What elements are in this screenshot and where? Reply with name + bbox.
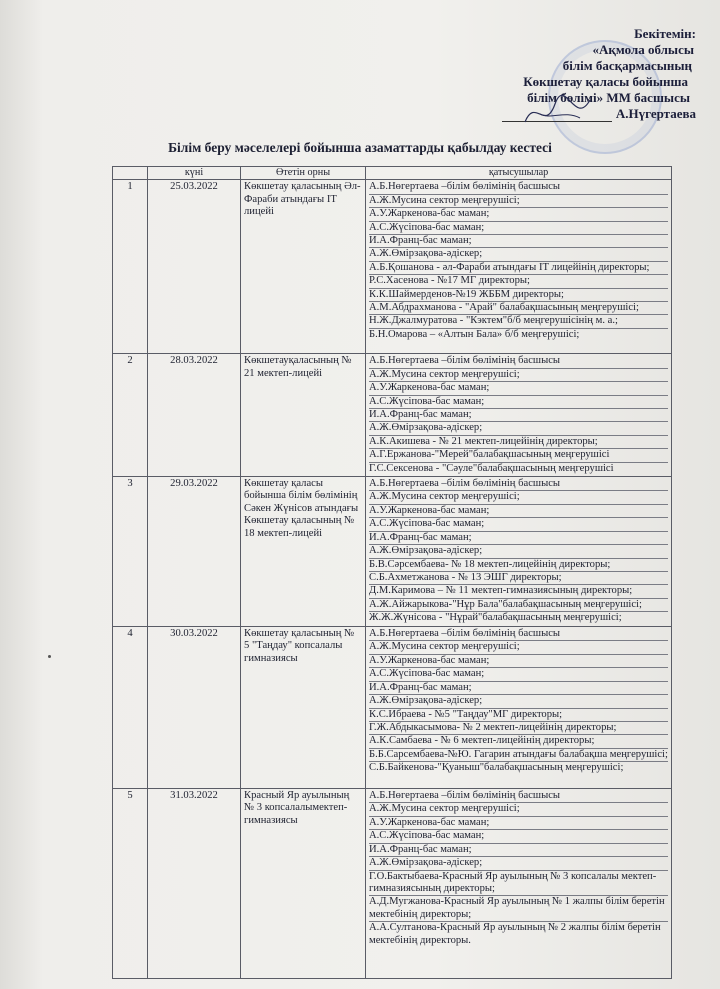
row-participants <box>366 789 672 979</box>
participant-entry: И.А.Франц-бас маман; <box>369 532 668 545</box>
participant-entry: А.Д.Мугжанова-Красный Яр ауылының № 1 жалпы білім беретін мектебінің директоры; <box>369 896 668 922</box>
row-number: 4 <box>113 627 148 789</box>
document-title: Білім беру мәселелері бойынша азаматтарды қабылдау кестесі <box>168 140 552 155</box>
row-participants <box>366 627 672 789</box>
table-row <box>113 180 672 354</box>
participant-entry: А.Б.Нөгертаева –білім бөлімінің басшысы <box>369 790 668 803</box>
participant-entry: И.А.Франц-бас маман; <box>369 682 668 695</box>
participant-entry: А.Ж.Өмірзақова-әдіскер; <box>369 422 668 435</box>
participant-entry: А.У.Жаркенова-бас маман; <box>369 655 668 668</box>
approval-block <box>502 26 696 122</box>
participant-entry: Н.Ж.Джалмуратова - "Кэктем"б/б меңгерушісінің м. а.; <box>369 315 668 328</box>
participant-entry: А.Ж.Мусина сектор меңгерушісі; <box>369 195 668 208</box>
participant-entry: А.Б.Қошанова - әл-Фараби атындағы IT лицейінің директоры; <box>369 262 668 275</box>
table-body <box>113 180 672 979</box>
approval-line: білім бөлімі» ММ басшысы <box>527 90 690 105</box>
participant-entry: А.К.Акишева - № 21 мектеп-лицейінің директоры; <box>369 436 668 449</box>
row-participants <box>366 354 672 477</box>
participant-entry: С.Б.Ахметжанова - № 13 ЭШГ директоры; <box>369 572 668 585</box>
row-participants <box>366 477 672 627</box>
participant-entry: А.Ж.Мусина сектор меңгерушісі; <box>369 491 668 504</box>
table-row <box>113 354 672 477</box>
participant-entry: Г.Ж.Абдыкасымова- № 2 мектеп-лицейінің директоры; <box>369 722 668 735</box>
header-date: күні <box>148 167 241 180</box>
participant-entry: А.У.Жаркенова-бас маман; <box>369 817 668 830</box>
row-date: 30.03.2022 <box>148 627 241 789</box>
header-participants: қатысушылар <box>366 167 672 180</box>
approval-line: білім басқармасының <box>562 58 692 73</box>
approval-signer-line <box>502 106 696 122</box>
row-date: 29.03.2022 <box>148 477 241 627</box>
participant-entry: А.С.Жүсіпова-бас маман; <box>369 222 668 235</box>
participant-entry: А.Ж.Өмірзақова-әдіскер; <box>369 695 668 708</box>
participant-entry: Д.М.Каримова – № 11 мектеп-гимназиясының директоры; <box>369 585 668 598</box>
participant-entry: С.Б.Байкенова-"Қуаныш"балабақшасының меңгерушісі; <box>369 762 624 774</box>
participant-entry: А.Б.Нөгертаева –білім бөлімінің басшысы <box>369 628 668 641</box>
row-place: Красный Яр ауылының № 3 копсалалымектеп-гимназиясы <box>241 789 366 979</box>
header-place: Өтетін орны <box>241 167 366 180</box>
row-place: Көкшетау қаласының № 5 "Таңдау" копсалалы гимназиясы <box>241 627 366 789</box>
participant-entry: А.С.Жүсіпова-бас маман; <box>369 396 668 409</box>
participant-entry: А.Ж.Өмірзақова-әдіскер; <box>369 857 668 870</box>
participant-entry: А.С.Жүсіпова-бас маман; <box>369 830 668 843</box>
approval-line: «Ақмола облысы <box>592 42 694 57</box>
row-date: 25.03.2022 <box>148 180 241 354</box>
participant-entry: И.А.Франц-бас маман; <box>369 844 668 857</box>
approval-line: Көкшетау қаласы бойынша <box>523 74 688 89</box>
participant-entry: А.М.Абдрахманова - "Арай" балабақшасының меңгерушісі; <box>369 302 668 315</box>
row-number: 2 <box>113 354 148 477</box>
participant-entry: А.У.Жаркенова-бас маман; <box>369 208 668 221</box>
signature-line <box>502 121 612 122</box>
participant-entry: А.Ж.Өмірзақова-әдіскер; <box>369 248 668 261</box>
participant-entry: Г.С.Сексенова - "Сәуле"балабақшасының меңгерушісі <box>369 462 614 474</box>
participant-entry: К.С.Ибраева - №5 "Таңдау"МГ директоры; <box>369 709 668 722</box>
participant-entry: А.Ж.Мусина сектор меңгерушісі; <box>369 369 668 382</box>
participant-entry: И.А.Франц-бас маман; <box>369 409 668 422</box>
participant-entry: А.Б.Нөгертаева –білім бөлімінің басшысы <box>369 181 668 194</box>
participant-entry: А.Б.Нөгертаева –білім бөлімінің басшысы <box>369 478 668 491</box>
participant-entry: Б.Б.Сарсембаева-№Ю. Гагарин атындағы балабақша меңгерушісі; <box>369 749 668 762</box>
row-date: 31.03.2022 <box>148 789 241 979</box>
participant-entry: А.А.Султанова-Красный Яр ауылының № 2 жалпы білім беретін мектебінің директоры. <box>369 922 661 946</box>
row-participants <box>366 180 672 354</box>
row-place: Көкшетауқаласының № 21 мектеп-лицейі <box>241 354 366 477</box>
approval-line: Бекітемін: <box>634 26 696 41</box>
participant-entry: И.А.Франц-бас маман; <box>369 235 668 248</box>
participant-entry: А.С.Жүсіпова-бас маман; <box>369 668 668 681</box>
table-row <box>113 627 672 789</box>
participant-entry: А.К.Самбаева - № 6 мектеп-лицейінің директоры; <box>369 735 668 748</box>
page-speck <box>48 655 51 658</box>
table-row <box>113 477 672 627</box>
row-place: Көкшетау қаласының Әл-Фараби атындағы IT лицейі <box>241 180 366 354</box>
participant-entry: Ж.Ж.Жүнісова - "Нұрай"балабақшасының меңгерушісі; <box>369 612 622 624</box>
row-number: 1 <box>113 180 148 354</box>
participant-entry: Б.Н.Омарова – «Алтын Бала» б/б меңгерушісі; <box>369 328 580 340</box>
approval-signer: А.Нүгертаева <box>615 106 696 121</box>
row-date: 28.03.2022 <box>148 354 241 477</box>
participant-entry: Б.В.Сәрсембаева- № 18 мектеп-лицейінің директоры; <box>369 559 668 572</box>
participant-entry: А.Б.Нөгертаева –білім бөлімінің басшысы <box>369 355 668 368</box>
participant-entry: А.Ж.Мусина сектор меңгерушісі; <box>369 803 668 816</box>
row-number: 3 <box>113 477 148 627</box>
participant-entry: Г.О.Бактыбаева-Красный Яр ауылының № 3 копсалалы мектеп-гимназиясының директоры; <box>369 871 668 897</box>
table-header-row <box>113 167 672 180</box>
row-number: 5 <box>113 789 148 979</box>
participant-entry: А.Г.Ержанова-"Мерей"балабақшасының меңгерушісі <box>369 449 668 462</box>
participant-entry: А.С.Жүсіпова-бас маман; <box>369 518 668 531</box>
participant-entry: А.Ж.Айжарыкова-"Нұр Бала"балабақшасының меңгерушісі; <box>369 599 668 612</box>
participant-entry: А.У.Жаркенова-бас маман; <box>369 505 668 518</box>
reception-schedule-table <box>112 166 672 979</box>
participant-entry: А.У.Жаркенова-бас маман; <box>369 382 668 395</box>
participant-entry: К.К.Шаймерденов-№19 ЖББМ директоры; <box>369 289 668 302</box>
row-place: Көкшетау қаласы бойынша білім бөлімінің Сәкен Жүнісов атындағы Көкшетау қаласының № 18 мектеп-лицейі <box>241 477 366 627</box>
table-row <box>113 789 672 979</box>
participant-entry: А.Ж.Өмірзақова-әдіскер; <box>369 545 668 558</box>
participant-entry: Р.С.Хасенова - №17 МГ директоры; <box>369 275 668 288</box>
participant-entry: А.Ж.Мусина сектор меңгерушісі; <box>369 641 668 654</box>
header-number <box>113 167 148 180</box>
